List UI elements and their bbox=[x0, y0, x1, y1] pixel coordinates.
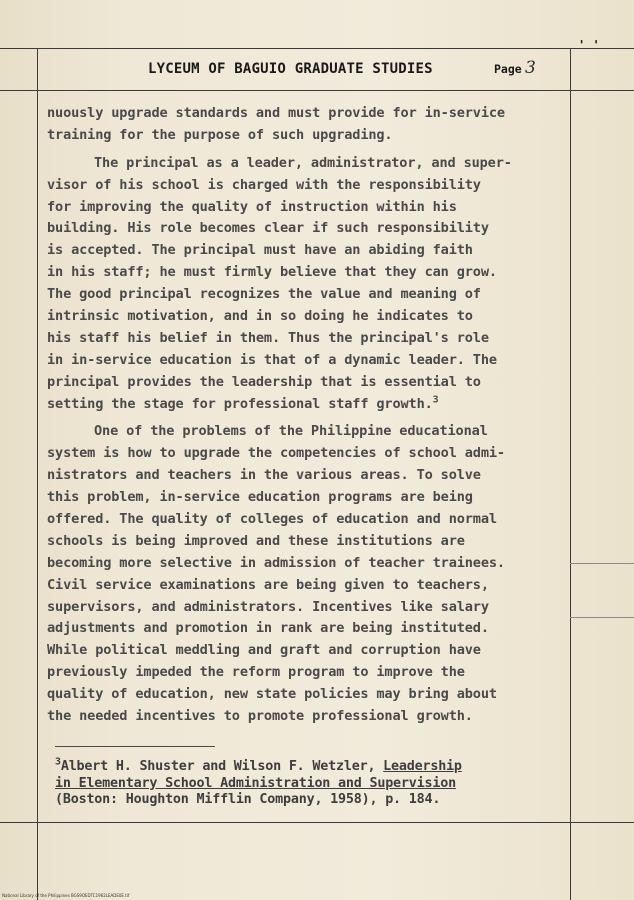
lower-rule bbox=[0, 822, 634, 823]
text-line: building. His role becomes clear if such responsibility bbox=[47, 220, 489, 237]
footnote-author: Albert H. Shuster and Wilson F. Wetzler, bbox=[60, 759, 384, 774]
text-line: offered. The quality of colleges of education and normal bbox=[47, 511, 497, 528]
text-line: supervisors, and administrators. Incentives like salary bbox=[47, 598, 489, 615]
text-line: previously impeded the reform program to improve the bbox=[47, 664, 465, 681]
text-line: this problem, in-service education programs are being bbox=[47, 489, 473, 506]
text-line: training for the purpose of such upgrading. bbox=[47, 126, 393, 143]
footnote-marker: 3 bbox=[55, 756, 61, 768]
text-line: becoming more selective in admission of teacher trainees. bbox=[47, 554, 505, 571]
text-line: his staff his belief in them. Thus the principal's role bbox=[47, 329, 489, 346]
footnote-separator bbox=[55, 746, 215, 747]
scan-credit: National Library of the Philippines BGS9OEDTC1962LEADE0E.tif bbox=[2, 893, 130, 898]
right-tab-rule-1 bbox=[570, 563, 634, 564]
footnote-title: Leadership bbox=[383, 759, 462, 774]
corner-mark: ' ' bbox=[578, 38, 600, 52]
text-line: nistrators and teachers in the various areas. To solve bbox=[47, 467, 481, 484]
text-line: for improving the quality of instruction within his bbox=[47, 198, 457, 215]
text-line: adjustments and promotion in rank are being instituted. bbox=[47, 620, 489, 637]
text-line: in his staff; he must firmly believe that they can grow. bbox=[47, 264, 497, 281]
text-line: is accepted. The principal must have an abiding faith bbox=[47, 242, 473, 259]
footnote bbox=[55, 756, 575, 809]
text-line: While political meddling and graft and corruption have bbox=[47, 642, 481, 659]
text-line: system is how to upgrade the competencies of school admi- bbox=[47, 445, 505, 462]
text-line: principal provides the leadership that is essential to bbox=[47, 373, 481, 390]
text-line: the needed incentives to promote professional growth. bbox=[47, 708, 473, 725]
text-line-content: setting the stage for professional staff growth. bbox=[47, 395, 433, 412]
footnote-title-cont: in Elementary School Administration and Supervision bbox=[55, 775, 456, 791]
text-line: in in-service education is that of a dynamic leader. The bbox=[47, 351, 497, 368]
page-header-title: LYCEUM OF BAGUIO GRADUATE STUDIES bbox=[148, 61, 433, 77]
footnote-line: (Boston: Houghton Mifflin Company, 1958), p. 184. bbox=[55, 792, 441, 807]
footnote-reference: 3 bbox=[432, 394, 439, 406]
text-line bbox=[47, 394, 572, 416]
left-margin-rule bbox=[37, 48, 38, 900]
text-line: nuously upgrade standards and must provide for in-service bbox=[47, 105, 505, 121]
text-line: The good principal recognizes the value and meaning of bbox=[47, 286, 481, 303]
footnote-line bbox=[55, 756, 575, 776]
page-label: Page bbox=[494, 62, 522, 76]
page-number: 3 bbox=[525, 58, 536, 78]
right-tab-rule-2 bbox=[570, 617, 634, 618]
text-line: schools is being improved and these institutions are bbox=[47, 532, 465, 549]
footnote-line bbox=[55, 776, 575, 793]
top-rule bbox=[0, 48, 634, 49]
body-text bbox=[47, 103, 572, 728]
text-line: One of the problems of the Philippine educational bbox=[94, 423, 488, 440]
header-bottom-rule bbox=[0, 90, 634, 91]
text-line: Civil service examinations are being given to teachers, bbox=[47, 576, 489, 593]
text-line: intrinsic motivation, and in so doing he indicates to bbox=[47, 308, 473, 325]
text-line: quality of education, new state policies may bring about bbox=[47, 686, 497, 703]
text-line: visor of his school is charged with the responsibility bbox=[47, 176, 481, 193]
text-line: The principal as a leader, administrator, and super- bbox=[94, 154, 512, 171]
